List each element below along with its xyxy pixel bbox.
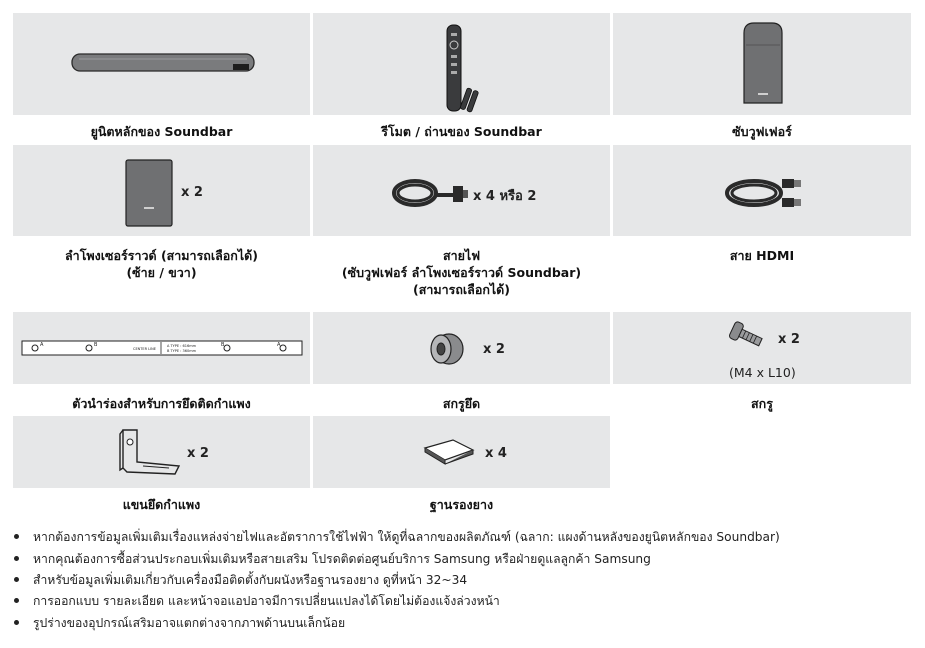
item-caption: สกรูยึด — [442, 396, 481, 411]
item-quantity: x 2 — [483, 342, 505, 357]
item-cell-wall-template — [13, 312, 310, 384]
bullet-dot — [14, 534, 19, 539]
item-cell-hdmi — [613, 145, 911, 236]
template-center-line: CENTER LINE — [133, 347, 156, 351]
item-caption: ตัวนำร่องสำหรับการยึดติดกำแพง — [72, 396, 251, 411]
template-label-a-right: A — [277, 342, 281, 348]
template-type-b: B TYPE : 360mm — [167, 349, 197, 353]
item-cell-bracket — [13, 416, 310, 488]
soundbar-illustration — [71, 51, 256, 75]
wall-template-illustration — [21, 340, 303, 356]
item-cell-soundbar — [13, 13, 310, 115]
item-caption: แขนยึดกำแพง — [122, 497, 201, 512]
template-label-b: B — [94, 342, 98, 348]
item-cell-holder-screw — [313, 312, 610, 384]
item-caption: สายไฟ (ซับวูฟเฟอร์ ลำโพงเซอร์ราวด์ Soundbar) (สามารถเลือกได้) — [341, 248, 582, 297]
screw-illustration — [725, 320, 767, 350]
item-caption: ฐานรองยาง — [429, 497, 494, 512]
template-label-a: A — [40, 342, 44, 348]
item-cell-rubber-foot — [313, 416, 610, 488]
bullet-text: รูปร่างของอุปกรณ์เสริมอาจแตกต่างจากภาพด้านบนเล็กน้อย — [33, 616, 346, 630]
bullet-text: สำหรับข้อมูลเพิ่มเติมเกี่ยวกับเครื่องมือติดตั้งกับผนังหรือฐานรองยาง ดูที่หน้า 32~34 — [33, 573, 468, 587]
template-type-a: A TYPE : 616mm — [167, 344, 197, 348]
item-caption: สาย HDMI — [729, 248, 795, 263]
item-cell-remote — [313, 13, 610, 115]
item-quantity: x 2 — [181, 185, 203, 200]
surround-speaker-illustration — [125, 159, 173, 227]
item-cell-power-cable — [313, 145, 610, 236]
item-caption: ยูนิตหลักของ Soundbar — [90, 124, 233, 139]
rubber-foot-illustration — [423, 438, 475, 466]
item-caption: ซับวูฟเฟอร์ — [732, 124, 792, 139]
template-label-b-right: B — [221, 342, 225, 348]
item-caption: สกรู — [751, 396, 773, 411]
bullet-dot — [14, 620, 19, 625]
item-quantity: x 2 — [778, 332, 800, 347]
bullet-text: การออกแบบ รายละเอียด และหน้าจอแอปอาจมีการเปลี่ยนแปลงได้โดยไม่ต้องแจ้งล่วงหน้า — [33, 594, 500, 608]
bullet-text: หากคุณต้องการซื้อส่วนประกอบเพิ่มเติมหรือสายเสริม โปรดติดต่อศูนย์บริการ Samsung หรือฝ่ายดูแลลูกค้า Samsung — [33, 552, 651, 566]
item-quantity: x 4 — [485, 446, 507, 461]
item-quantity: x 2 — [187, 446, 209, 461]
item-quantity: x 4 หรือ 2 — [473, 189, 537, 204]
item-cell-subwoofer — [613, 13, 911, 115]
hdmi-cable-illustration — [718, 175, 808, 211]
item-cell-surround — [13, 145, 310, 236]
wall-bracket-illustration — [117, 426, 183, 478]
remote-illustration — [441, 23, 481, 115]
power-cable-illustration — [391, 175, 471, 211]
holder-screw-illustration — [425, 330, 467, 368]
screw-size-note: (M4 x L10) — [729, 365, 796, 380]
item-cell-screw — [613, 312, 911, 384]
item-caption: ลำโพงเซอร์ราวด์ (สามารถเลือกได้) (ซ้าย / ขวา) — [65, 248, 258, 280]
item-caption: รีโมต / ถ่านของ Soundbar — [381, 124, 542, 139]
bullet-dot — [14, 598, 19, 603]
bullet-dot — [14, 577, 19, 582]
bullet-dot — [14, 556, 19, 561]
bullet-text: หากต้องการข้อมูลเพิ่มเติมเรื่องแหล่งจ่ายไฟและอัตราการใช้ไฟฟ้า ให้ดูที่ฉลากของผลิตภัณฑ์ (ฉลาก: แผงด้านหลังของยูนิตหลักของ Soundbar) — [33, 530, 780, 544]
subwoofer-illustration — [742, 21, 784, 105]
